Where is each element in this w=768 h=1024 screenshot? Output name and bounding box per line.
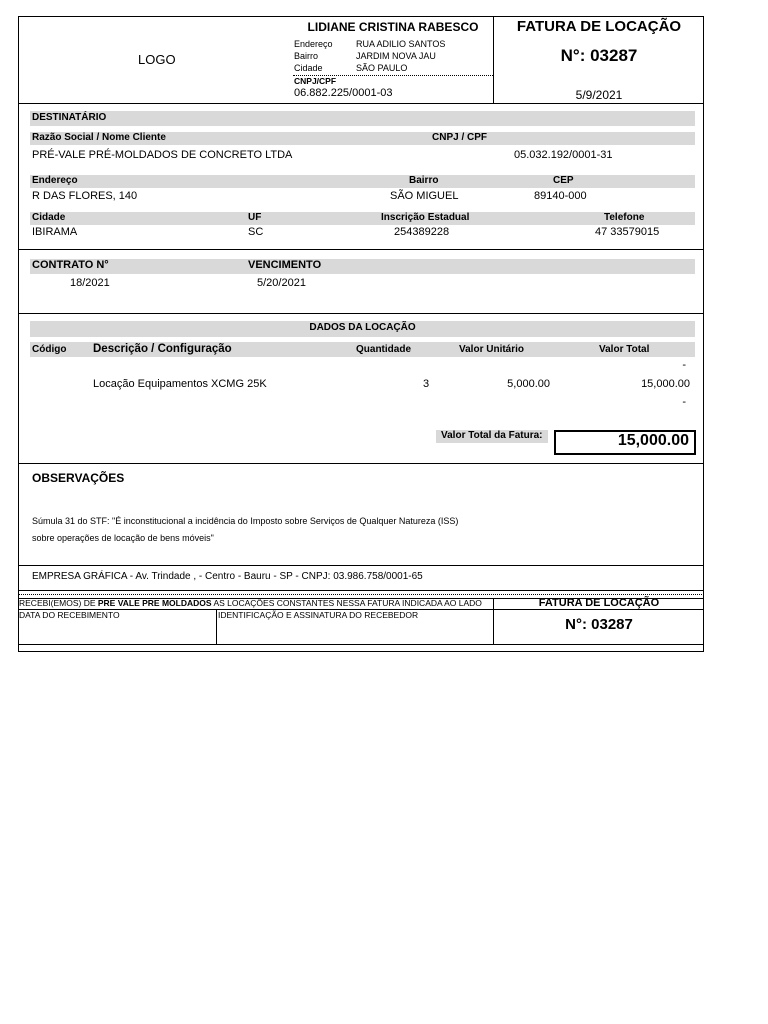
- destinatario-label: DESTINATÁRIO: [32, 112, 107, 123]
- col-descricao: Descrição / Configuração: [93, 343, 232, 355]
- item-row-2-descricao: Locação Equipamentos XCMG 25K: [93, 378, 267, 390]
- recibo-data-label: DATA DO RECEBIMENTO: [19, 610, 120, 620]
- issuer-cidade-label: Cidade: [294, 63, 323, 73]
- observacoes-line-1: Súmula 31 do STF: "É inconstitucional a incidência do Imposto sobre Serviços de Qualquer Natureza (ISS): [32, 516, 459, 526]
- header-bottom-line: [18, 103, 704, 104]
- issuer-cnpj-label: CNPJ/CPF: [294, 76, 337, 86]
- total-label: Valor Total da Fatura:: [441, 430, 543, 441]
- destinatario-bottom-line: [18, 249, 704, 250]
- client-endereco-value: R DAS FLORES, 140: [32, 190, 138, 202]
- empresa-footer: EMPRESA GRÁFICA - Av. Trindade , - Centro - Bauru - SP - CNPJ: 03.986.758/0001-65: [32, 571, 423, 582]
- contrato-value: 18/2021: [70, 277, 110, 289]
- client-telefone-label: Telefone: [604, 212, 645, 223]
- client-cep-label: CEP: [553, 175, 574, 186]
- col-valor-unitario: Valor Unitário: [459, 344, 525, 355]
- contrato-label: CONTRATO N°: [32, 259, 109, 271]
- locacao-bottom-line: [18, 463, 704, 464]
- item-row-2-valor-total: 15,000.00: [641, 378, 690, 390]
- item-row-3-valor-total: -: [682, 396, 686, 408]
- client-telefone-value: 47 33579015: [595, 226, 660, 238]
- observacoes-line-2: sobre operações de locação de bens móveis": [32, 533, 214, 543]
- col-valor-total: Valor Total: [599, 344, 650, 355]
- invoice-number: N°: 03287: [560, 46, 638, 65]
- issuer-cidade-value: SÃO PAULO: [356, 63, 408, 73]
- observacoes-label: OBSERVAÇÕES: [32, 471, 125, 485]
- client-bairro-value: SÃO MIGUEL: [390, 190, 459, 202]
- issuer-address-label: Endereço: [294, 39, 333, 49]
- endereco-bar: [30, 175, 695, 188]
- vencimento-label: VENCIMENTO: [248, 259, 322, 271]
- client-cnpj-label: CNPJ / CPF: [432, 132, 488, 143]
- item-row-2-quantidade: 3: [423, 378, 430, 390]
- invoice-title: FATURA DE LOCAÇÃO: [516, 18, 682, 35]
- recibo-title: FATURA DE LOCAÇÃO: [538, 597, 660, 609]
- vencimento-value: 5/20/2021: [257, 277, 306, 289]
- col-quantidade: Quantidade: [356, 344, 412, 355]
- issuer-address-value: RUA ADILIO SANTOS: [356, 39, 446, 49]
- client-cep-value: 89140-000: [534, 190, 587, 202]
- contrato-bar: [30, 259, 695, 274]
- recibo-cut-line: [18, 594, 704, 595]
- client-ie-value: 254389228: [394, 226, 450, 238]
- observacoes-bottom-line: [18, 565, 704, 566]
- locacao-label: DADOS DA LOCAÇÃO: [309, 322, 416, 333]
- contrato-bottom-line: [18, 313, 704, 314]
- issuer-bairro-label: Bairro: [294, 51, 319, 61]
- recibo-divider-middle: [216, 609, 217, 644]
- invoice-date: 5/9/2021: [575, 88, 623, 102]
- recibo-bottom-line: [18, 644, 704, 645]
- item-row-2-valor-unitario: 5,000.00: [507, 378, 550, 390]
- client-bairro-label: Bairro: [409, 175, 439, 186]
- recibo-assinatura-label: IDENTIFICAÇÃO E ASSINATURA DO RECEBEDOR: [218, 610, 419, 620]
- total-value: 15,000.00: [617, 432, 689, 449]
- item-row-1-valor-total: -: [682, 359, 686, 371]
- logo-placeholder: LOGO: [138, 52, 176, 67]
- client-ie-label: Inscrição Estadual: [381, 212, 470, 223]
- client-endereco-label: Endereço: [32, 175, 78, 186]
- recibo-top-line: [18, 590, 704, 591]
- destinatario-bar: [30, 111, 695, 126]
- client-cidade-value: IBIRAMA: [32, 226, 78, 238]
- cidade-bar: [30, 212, 695, 225]
- issuer-name: LIDIANE CRISTINA RABESCO: [307, 20, 479, 34]
- issuer-bairro-value: JARDIM NOVA JAU: [356, 51, 436, 61]
- issuer-cnpj-value: 06.882.225/0001-03: [294, 87, 393, 99]
- client-uf-label: UF: [248, 212, 262, 223]
- col-codigo: Código: [32, 344, 67, 355]
- razao-value: PRÉ-VALE PRÉ-MOLDADOS DE CONCRETO LTDA: [32, 149, 293, 161]
- client-uf-value: SC: [248, 226, 264, 238]
- client-cidade-label: Cidade: [32, 212, 66, 223]
- client-cnpj-value: 05.032.192/0001-31: [514, 149, 613, 161]
- recibo-number: N°: 03287: [565, 616, 633, 633]
- razao-label: Razão Social / Nome Cliente: [32, 132, 166, 143]
- recibo-text: RECEBI(EMOS) DE PRE VALE PRE MOLDADOS AS LOCAÇÕES CONSTANTES NESSA FATURA INDICADA AO LADO: [19, 598, 482, 608]
